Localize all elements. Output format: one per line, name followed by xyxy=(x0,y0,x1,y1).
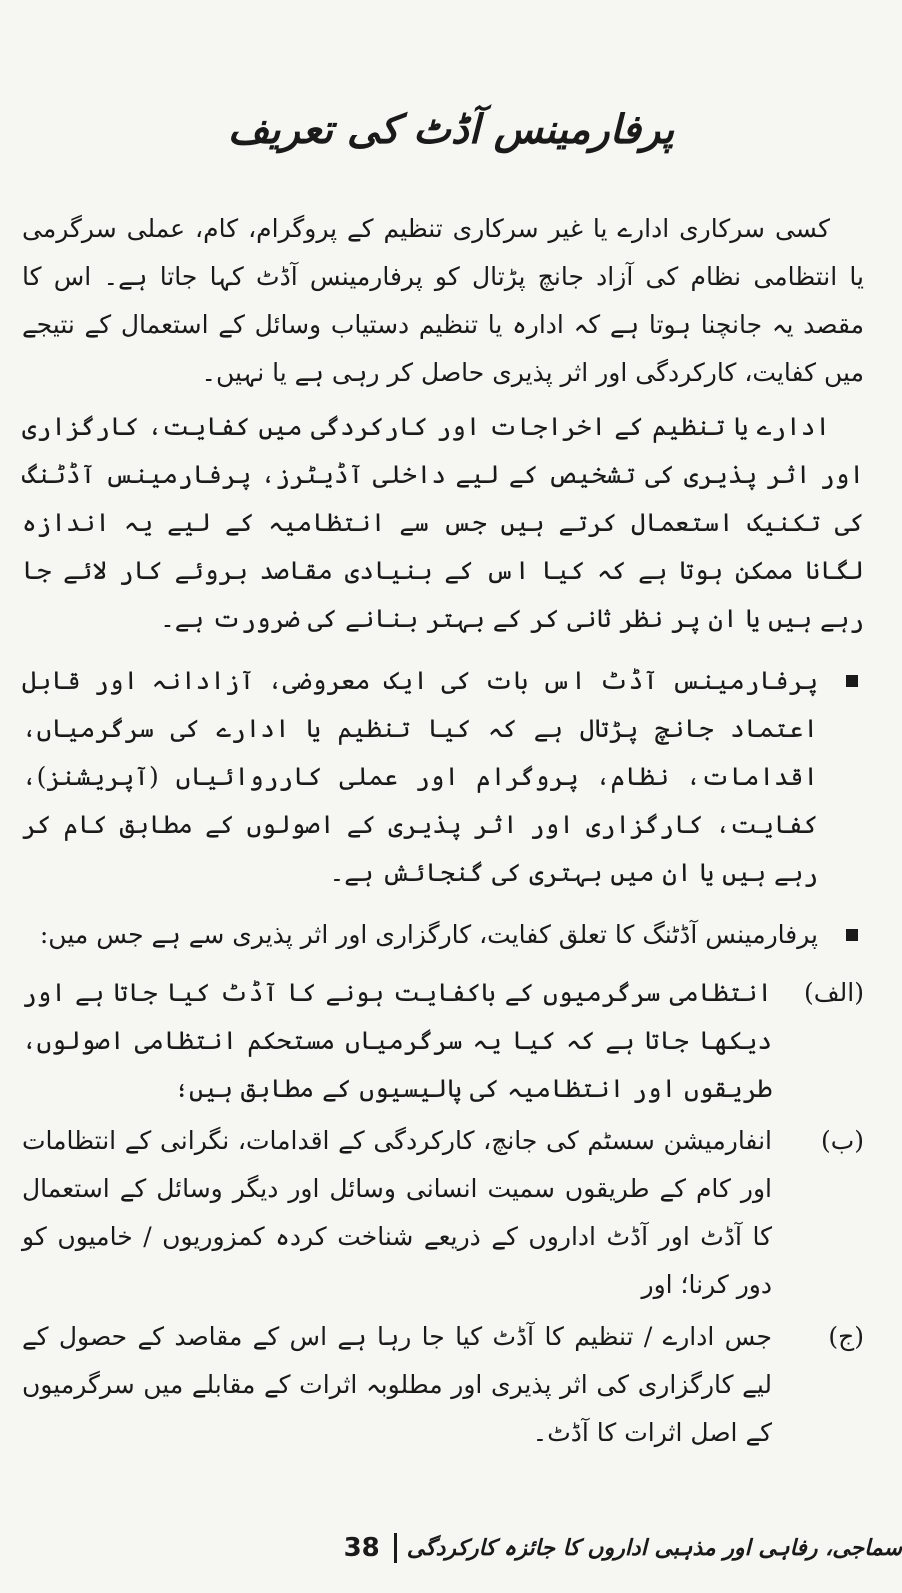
bullet-text: پرفارمینس آڈٹ اس بات کی ایک معروضی، آزادانہ اور قابل اعتماد جانچ پڑتال ہے کہ کیا تنظیم یا ادارے کی سرگرمیاں، اقدامات، نظام، پروگرام اور عملی کارروائیاں (آپریشنز)، کفایت، کارگزاری اور اثر پذیری کے اصولوں کے مطابق کام کر رہے ہیں یا ان میں بہتری کی گنجائش ہے۔ xyxy=(22,666,818,887)
bullet-text: پرفارمینس آڈٹنگ کا تعلق کفایت، کارگزاری اور اثر پذیری سے ہے جس میں: xyxy=(39,920,818,949)
document-body xyxy=(22,205,864,1461)
sub-item-label: (الف) xyxy=(804,978,864,1007)
sub-item xyxy=(22,1313,864,1457)
sub-item-label: (ب) xyxy=(820,1126,864,1155)
running-book-title: سماجی، رفاہی اور مذہبی اداروں کا جائزہ کارکردگی xyxy=(406,1535,902,1561)
sub-item-text: انتظامی سرگرمیوں کے باکفایت ہونے کا آڈٹ کیا جاتا ہے اور دیکھا جاتا ہے کہ کیا یہ سرگرمیاں مستحکم انتظامی اصولوں، طریقوں اور انتظامیہ کی پالیسیوں کے مطابق ہیں؛ xyxy=(22,978,772,1103)
page-number: 38 xyxy=(344,1533,397,1563)
sub-item-label: (ج) xyxy=(828,1322,864,1351)
sub-item-text: انفارمیشن سسٹم کی جانچ، کارکردگی کے اقدامات، نگرانی کے انتظامات اور کام کے طریقوں سمیت انسانی وسائل اور دیگر وسائل کے استعمال کا آڈٹ اور آڈٹ اداروں کے ذریعے شناخت کردہ کمزوریوں / خامیوں کو دور کرنا؛ اور xyxy=(22,1126,772,1299)
bullet-item xyxy=(22,657,864,897)
paragraph-internal-auditors: ادارے یا تنظیم کے اخراجات اور کارکردگی میں کفایت، کارگزاری اور اثر پذیری کی تشخیص کے لیے داخلی آڈیٹرز، پرفارمینس آڈٹنگ کی تکنیک استعمال کرتے ہیں جس سے انتظامیہ کے لیے یہ اندازہ لگانا ممکن ہوتا ہے کہ کیا اس کے بنیادی مقاصد بروئے کار لائے جا رہے ہیں یا ان پر نظر ثانی کر کے بہتر بنانے کی ضرورت ہے۔ xyxy=(22,412,864,633)
square-bullet-icon xyxy=(846,675,858,687)
sub-item xyxy=(22,969,864,1113)
page-footer xyxy=(80,1520,902,1576)
sub-item xyxy=(22,1117,864,1309)
sub-item-text: جس ادارے / تنظیم کا آڈٹ کیا جا رہا ہے اس کے مقاصد کے حصول کے لیے کارگزاری کی اثر پذیری اور مطلوبہ اثرات کے مقابلے میں سرگرمیوں کے اصل اثرات کا آڈٹ۔ xyxy=(22,1322,772,1447)
square-bullet-icon xyxy=(846,929,858,941)
paragraph-definition: کسی سرکاری ادارے یا غیر سرکاری تنظیم کے پروگرام، کام، عملی سرگرمی یا انتظامی نظام کی آزاد جانچ پڑتال کو پرفارمینس آڈٹ کہا جاتا ہے۔ اس کا مقصد یہ جانچنا ہوتا ہے کہ ادارہ یا تنظیم دستیاب وسائل کے استعمال کے نتیجے میں کفایت، کارکردگی اور اثر پذیری حاصل کر رہی ہے یا نہیں۔ xyxy=(22,214,864,387)
page-title: پرفارمینس آڈٹ کی تعریف xyxy=(227,106,675,153)
bullet-item xyxy=(22,911,864,959)
